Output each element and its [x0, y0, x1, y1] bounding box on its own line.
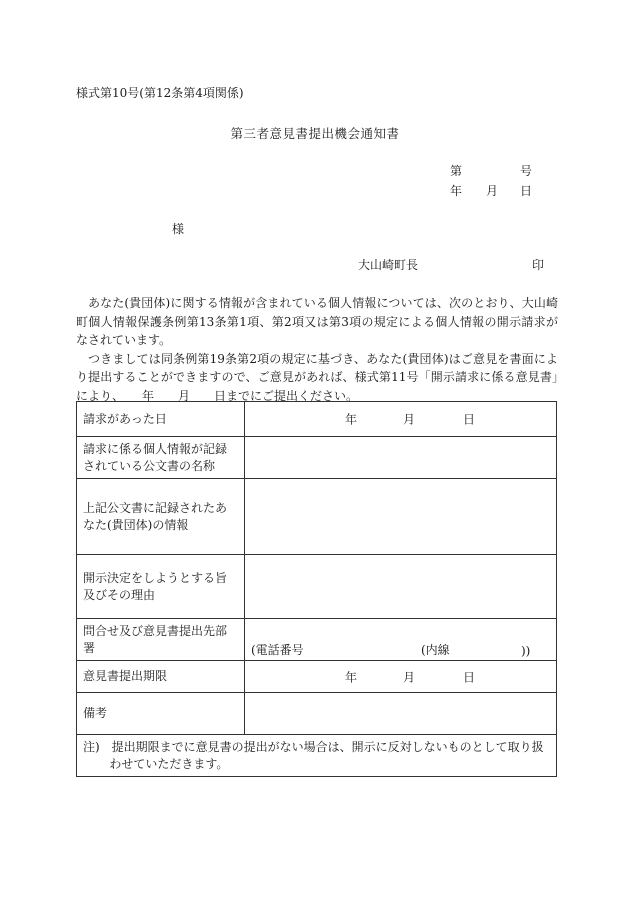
doc-number-suffix: 号	[520, 164, 533, 178]
table-row-document-name	[77, 437, 557, 479]
doc-number-prefix: 第	[450, 164, 463, 178]
document-title: 第三者意見書提出機会通知書	[230, 126, 400, 141]
row-label: 問合せ及び意見書提出先部署	[77, 619, 245, 661]
request-date-field	[245, 402, 557, 437]
date-month-label: 月	[486, 184, 499, 198]
table-row-request-date	[77, 402, 557, 437]
form-number: 様式第10号(第12条第4項関係)	[76, 86, 244, 100]
table-row-disclosure-reason	[77, 555, 557, 619]
document-name-field	[245, 437, 557, 479]
table-row-note	[77, 735, 557, 777]
table-row-contact-department	[77, 619, 557, 661]
remarks-field	[245, 693, 557, 735]
month-label: 月	[403, 670, 416, 684]
notice-body	[76, 294, 558, 406]
row-label: 備考	[77, 693, 245, 735]
closing-parentheses: ))	[521, 644, 531, 658]
date-year-label: 年	[450, 184, 463, 198]
year-label: 年	[345, 670, 358, 684]
row-label: 開示決定をしようとする旨及びその理由	[77, 555, 245, 619]
day-label: 日	[463, 670, 476, 684]
row-label: 上記公文書に記録されたあなた(貴団体)の情報	[77, 479, 245, 555]
notice-table	[76, 401, 557, 777]
table-row-recorded-info	[77, 479, 557, 555]
recorded-info-field	[245, 479, 557, 555]
body-paragraph-2: つきましては同条例第19条第2項の規定に基づき、あなた(貴団体)はご意見を書面により提出することができますので、ご意見があれば、様式第11号「開示請求に係る意見書」により、 年 月 日までにご提出ください。	[76, 351, 558, 403]
table-row-deadline	[77, 661, 557, 693]
date-day-label: 日	[520, 184, 533, 198]
year-label: 年	[345, 412, 358, 427]
row-label: 請求に係る個人情報が記録されている公文書の名称	[77, 437, 245, 479]
disclosure-reason-field	[245, 555, 557, 619]
addressee-honorific: 様	[172, 222, 185, 236]
phone-number-label: (電話番号	[251, 643, 304, 657]
body-paragraph-1: あなた(貴団体)に関する情報が含まれている個人情報については、次のとおり、大山崎町個人情報保護条例第13条第1項、第2項又は第3項の規定による個人情報の開示請求がなされています。	[76, 296, 558, 348]
row-label: 請求があった日	[77, 402, 245, 437]
note-cell	[77, 735, 557, 777]
deadline-field	[245, 661, 557, 693]
day-label: 日	[463, 412, 476, 427]
issuer-name: 大山崎町長	[358, 258, 419, 272]
note-text: 注) 提出期限までに意見書の提出がない場合は、開示に反対しないものとして取り扱わせていただきます。	[83, 739, 544, 771]
contact-department-field	[245, 619, 557, 661]
seal-mark: 印	[532, 258, 545, 272]
table-row-remarks	[77, 693, 557, 735]
month-label: 月	[403, 412, 416, 427]
extension-label: (内線	[421, 643, 450, 657]
row-label: 意見書提出期限	[77, 661, 245, 693]
